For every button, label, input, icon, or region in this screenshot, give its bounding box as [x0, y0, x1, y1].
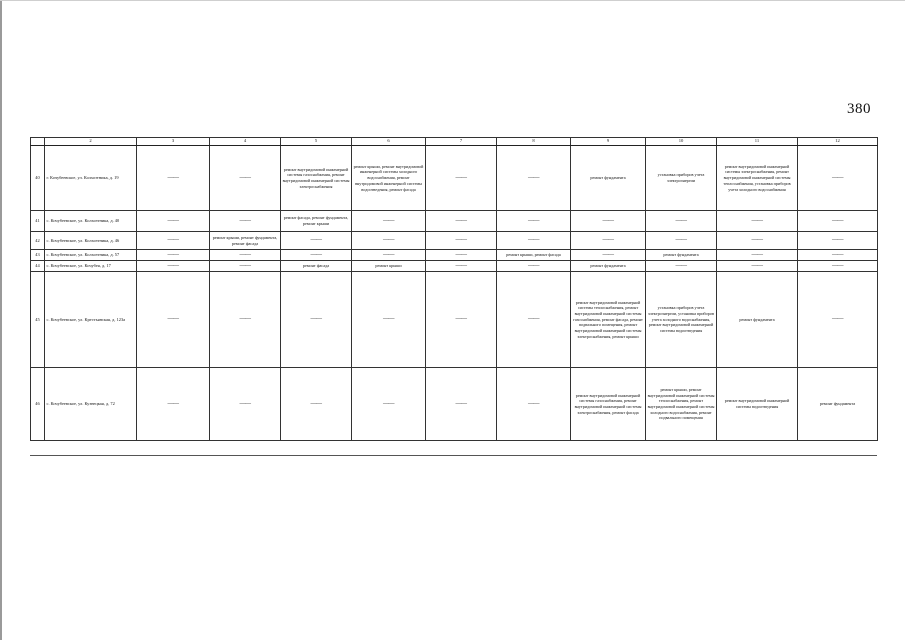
work-type-cell: ——	[137, 232, 210, 250]
row-number-cell: 46	[31, 368, 45, 441]
column-number-cell	[31, 138, 45, 146]
work-type-cell: ——	[281, 250, 352, 261]
work-type-cell: ——	[352, 368, 426, 441]
work-type-cell: ремонт внутридомовой инженерной системы газоснабжения, ремонт внутридомовой инженерной системы электроснабжения, ремонт фасада	[571, 368, 646, 441]
work-type-cell: ——	[426, 261, 497, 272]
work-type-cell: ——	[210, 368, 281, 441]
work-type-cell: ——	[426, 250, 497, 261]
scan-left-edge	[0, 0, 2, 640]
address-cell: с. Кочубеевское, ул. Кочубея, д. 17	[45, 261, 137, 272]
work-type-cell: ремонт крыши, ремонт фасада	[497, 250, 571, 261]
work-type-cell: ——	[497, 368, 571, 441]
table-row	[31, 261, 878, 272]
work-type-cell: ——	[352, 272, 426, 368]
work-type-cell: ——	[426, 211, 497, 232]
work-type-cell: ремонт крыши	[352, 261, 426, 272]
column-number-cell: 12	[798, 138, 878, 146]
address-cell: с. Кочубеевское, ул. Колхозтника, д. 40	[45, 211, 137, 232]
column-number-cell: 9	[571, 138, 646, 146]
work-type-cell: ——	[281, 368, 352, 441]
work-type-cell: ——	[210, 146, 281, 211]
work-type-cell: ремонт фасада, ремонт фундамента, ремонт крыши	[281, 211, 352, 232]
column-number-cell: 3	[137, 138, 210, 146]
column-number-cell: 5	[281, 138, 352, 146]
work-type-cell: ——	[717, 232, 798, 250]
work-type-cell: ремонт фундамента	[717, 272, 798, 368]
work-type-cell: ——	[137, 146, 210, 211]
work-type-cell: ——	[210, 250, 281, 261]
work-type-cell: ——	[210, 211, 281, 232]
work-type-cell: ——	[497, 232, 571, 250]
column-number-cell: 8	[497, 138, 571, 146]
address-cell: с. Кочубеевское, ул. Крестьянская, д. 123а	[45, 272, 137, 368]
repair-schedule-table	[30, 137, 878, 441]
work-type-cell: ——	[571, 250, 646, 261]
address-cell: с. Кочубеевское, ул. Колхозтника, д. 46	[45, 232, 137, 250]
work-type-cell: ——	[426, 146, 497, 211]
address-cell: г. Кочубеевское, ул. Колхозтника, д. 19	[45, 146, 137, 211]
work-type-cell: ——	[426, 232, 497, 250]
address-cell: с. Кочубеевское, ул. Колхозтника, д. 57	[45, 250, 137, 261]
column-number-cell: 2	[45, 138, 137, 146]
work-type-cell: ——	[281, 232, 352, 250]
column-number-cell: 10	[646, 138, 717, 146]
column-number-cell: 11	[717, 138, 798, 146]
work-type-cell: ремонт фундамента	[646, 250, 717, 261]
work-type-cell: ——	[281, 272, 352, 368]
work-type-cell: ——	[798, 250, 878, 261]
work-type-cell: установка приборов учета электроэнергии, установка приборов учета холодного водоснабжения, ремонт внутридомовой инженерной системы водоотведения	[646, 272, 717, 368]
work-type-cell: ремонт крыши, ремонт внутридомовой инженерной системы холодного водоснабжения, ремонт внутридомовой инженерной системы водоотведения, ремонт фасада	[352, 146, 426, 211]
address-cell: с. Кочубеевское, ул. Кузнецкая, д. 72	[45, 368, 137, 441]
work-type-cell: ——	[571, 232, 646, 250]
work-type-cell: установка приборов учета электроэнергии	[646, 146, 717, 211]
row-number-cell: 45	[31, 272, 45, 368]
work-type-cell: ——	[798, 146, 878, 211]
work-type-cell: ——	[352, 211, 426, 232]
column-number-cell: 7	[426, 138, 497, 146]
work-type-cell: ——	[497, 272, 571, 368]
work-type-cell: ремонт фасада	[281, 261, 352, 272]
table-bottom-rule	[30, 455, 877, 456]
work-type-cell: ——	[137, 272, 210, 368]
work-type-cell: ремонт фундамента	[571, 146, 646, 211]
table-row	[31, 146, 878, 211]
work-type-cell: ——	[798, 211, 878, 232]
work-type-cell: ——	[426, 368, 497, 441]
work-type-cell: ——	[426, 272, 497, 368]
work-type-cell: ——	[352, 232, 426, 250]
row-number-cell: 43	[31, 250, 45, 261]
page-number: 380	[847, 101, 871, 117]
work-type-cell: ——	[571, 211, 646, 232]
table-row	[31, 211, 878, 232]
work-type-cell: ——	[137, 261, 210, 272]
work-type-cell: ремонт внутридомовой инженерной системы электроснабжения, ремонт внутридомовой инженерной системы теплоснабжения, установка приборов учета холодного водоснабжения	[717, 146, 798, 211]
work-type-cell: ——	[497, 146, 571, 211]
row-number-cell: 40	[31, 146, 45, 211]
work-type-cell: ——	[646, 261, 717, 272]
column-number-cell: 4	[210, 138, 281, 146]
column-number-row	[31, 138, 878, 146]
work-type-cell: ——	[798, 272, 878, 368]
table-row	[31, 272, 878, 368]
row-number-cell: 42	[31, 232, 45, 250]
row-number-cell: 44	[31, 261, 45, 272]
work-type-cell: ——	[646, 232, 717, 250]
work-type-cell: ——	[798, 261, 878, 272]
work-type-cell: ——	[798, 232, 878, 250]
table-row	[31, 368, 878, 441]
work-type-cell: ремонт внутридомовой инженерной системы газоснабжения, ремонт внутридомовой инженерной системы электроснабжения	[281, 146, 352, 211]
work-type-cell: ремонт фундамента	[571, 261, 646, 272]
work-type-cell: ——	[717, 211, 798, 232]
work-type-cell: ——	[497, 211, 571, 232]
work-type-cell: ——	[137, 368, 210, 441]
work-type-cell: ——	[646, 211, 717, 232]
column-number-cell: 6	[352, 138, 426, 146]
work-type-cell: ремонт крыши, ремонт внутридомовой инженерной системы теплоснабжения, ремонт внутридомовой инженерной системы холодного водоснабжения, ремонт подвального помещения	[646, 368, 717, 441]
work-type-cell: ——	[137, 250, 210, 261]
row-number-cell: 41	[31, 211, 45, 232]
work-type-cell: ремонт крыши, ремонт фундамента, ремонт фасада	[210, 232, 281, 250]
scan-top-edge	[0, 0, 905, 1]
work-type-cell: ——	[717, 250, 798, 261]
work-type-cell: ——	[210, 272, 281, 368]
work-type-cell: ——	[352, 250, 426, 261]
work-type-cell: ремонт внутридомовой инженерной системы теплоснабжения, ремонт внутридомовой инженерной системы газоснабжения, ремонт фасада, ремонт подвального помещения, ремонт внутридомовой инженерной системы электроснабжения, ремонт крыши	[571, 272, 646, 368]
work-type-cell: ——	[497, 261, 571, 272]
work-type-cell: ремонт фундамента	[798, 368, 878, 441]
work-type-cell: ремонт внутридомовой инженерной системы водоотведения	[717, 368, 798, 441]
work-type-cell: ——	[137, 211, 210, 232]
work-type-cell: ——	[717, 261, 798, 272]
table-row	[31, 250, 878, 261]
work-type-cell: ——	[210, 261, 281, 272]
table-row	[31, 232, 878, 250]
